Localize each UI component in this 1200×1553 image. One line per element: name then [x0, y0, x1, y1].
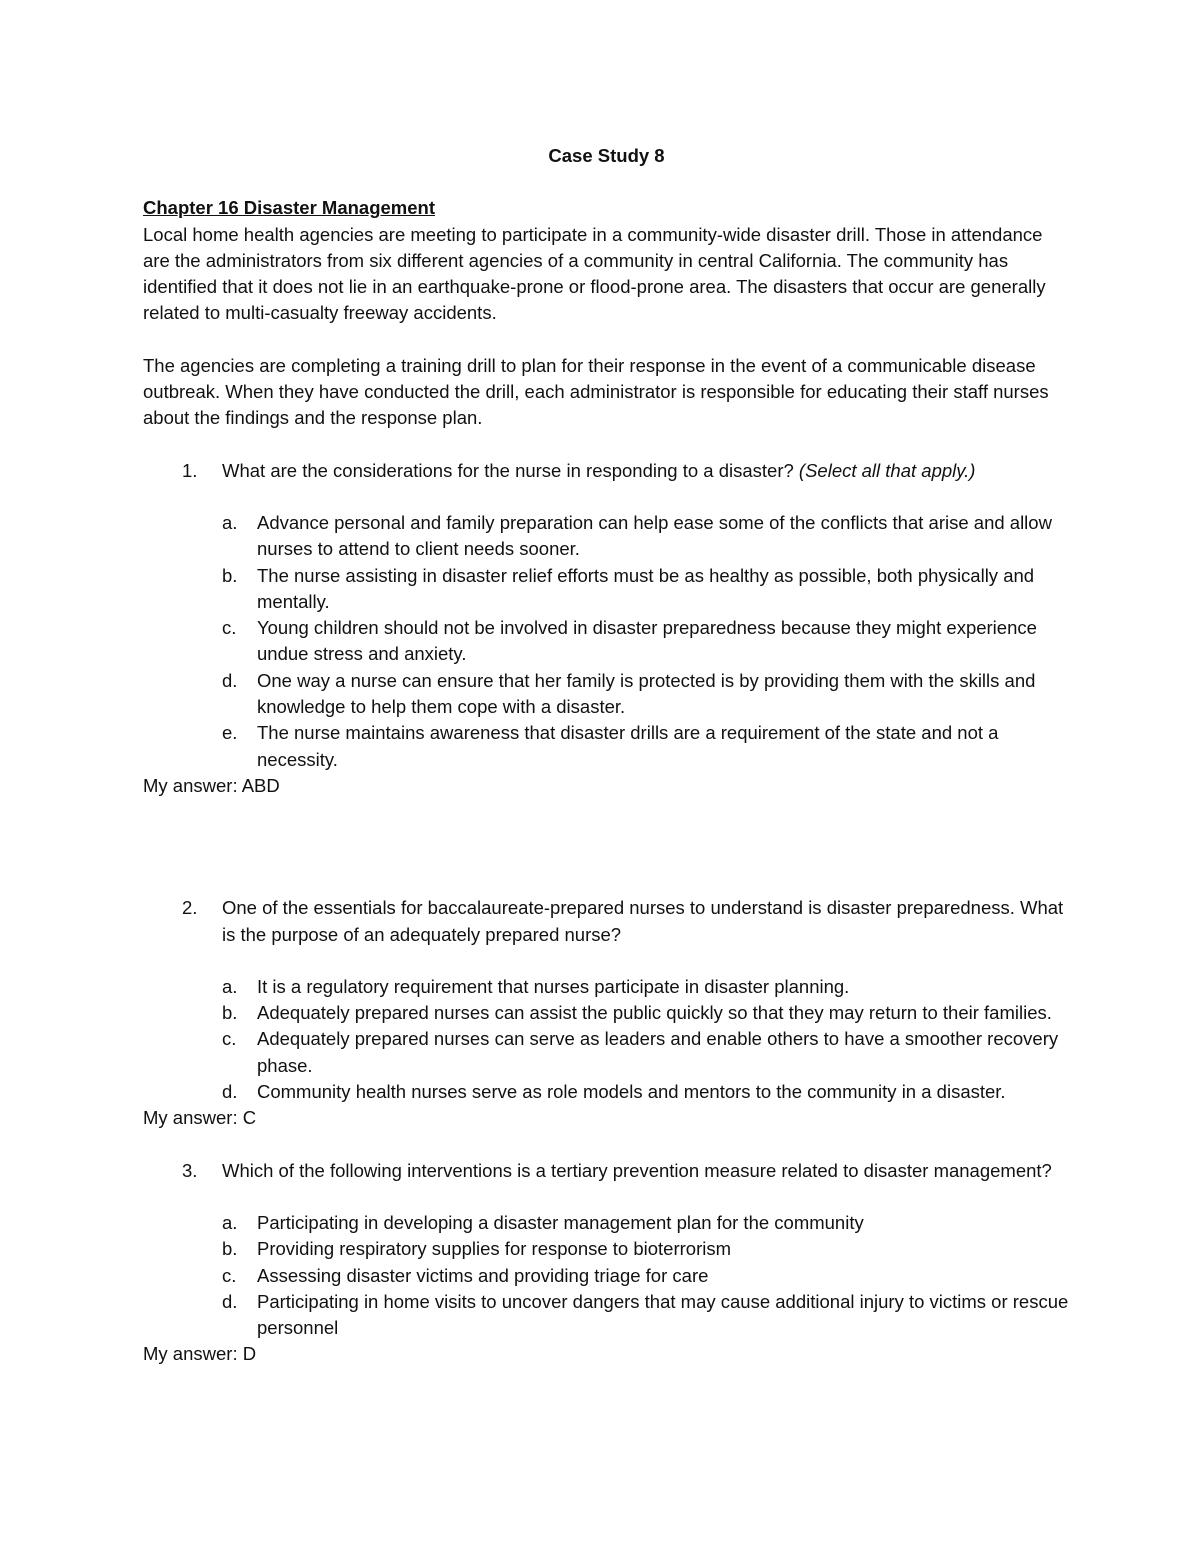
- question-1: [143, 458, 1070, 484]
- option-label: a.: [222, 1211, 238, 1233]
- option-label: d.: [222, 1290, 238, 1312]
- question-number: 3.: [182, 1159, 198, 1181]
- option-label: b.: [222, 1238, 238, 1260]
- option-text: The nurse assisting in disaster relief efforts must be as healthy as possible, both physically and mentally.: [257, 564, 1035, 612]
- answer-3: My answer: D: [143, 1343, 257, 1365]
- option-text: Young children should not be involved in disaster preparedness because they might experience undue stress and anxiety.: [257, 617, 1037, 665]
- option-text: Participating in developing a disaster management plan for the community: [257, 1211, 864, 1233]
- option-2a: [222, 974, 1070, 1000]
- question-3: [143, 1158, 1070, 1184]
- option-3b: [222, 1236, 1070, 1262]
- option-text: Providing respiratory supplies for response to bioterrorism: [257, 1238, 732, 1260]
- option-2c: [222, 1026, 1070, 1079]
- option-label: c.: [222, 1264, 237, 1286]
- option-text: One way a nurse can ensure that her family is protected is by providing them with the skills and knowledge to help them cope with a disaster.: [257, 669, 1036, 718]
- option-3c: [222, 1263, 1070, 1289]
- question-1-options: [143, 510, 1070, 773]
- option-label: a.: [222, 975, 238, 997]
- answer-2: My answer: C: [143, 1107, 257, 1129]
- spacer: [143, 799, 1070, 877]
- option-text: Assessing disaster victims and providing triage for care: [257, 1264, 709, 1286]
- intro-paragraph-2: The agencies are completing a training drill to plan for their response in the event of a communicable disease outbreak. When they have conducted the drill, each administrator is responsible for educating their staff nurses about the findings and the response plan.: [143, 354, 1049, 429]
- option-text: It is a regulatory requirement that nurses participate in disaster planning.: [257, 975, 850, 997]
- option-label: c.: [222, 1028, 237, 1050]
- option-1b: [222, 563, 1070, 616]
- intro-paragraph-1: Local home health agencies are meeting to participate in a community-wide disaster drill. Those in attendance are the administrators from six different agencies of a community in central California. The community has identified that it does not lie in an earthquake-prone or flood-prone area. The disasters that occur are generally related to multi-casualty freeway accidents.: [143, 223, 1046, 324]
- option-1c: [222, 615, 1070, 668]
- question-2-text: One of the essentials for baccalaureate-prepared nurses to understand is disaster preparedness. What is the purpose of an adequately prepared nurse?: [222, 897, 1064, 945]
- option-1e: [222, 720, 1070, 773]
- option-label: e.: [222, 722, 238, 744]
- option-3a: [222, 1210, 1070, 1236]
- option-2b: [222, 1000, 1070, 1026]
- option-label: d.: [222, 1081, 238, 1103]
- option-label: b.: [222, 564, 238, 586]
- option-2d: [222, 1079, 1070, 1105]
- question-2: [143, 895, 1070, 948]
- question-1-note: (Select all that apply.): [798, 459, 976, 481]
- option-text: Adequately prepared nurses can assist the public quickly so that they may return to their families.: [257, 1002, 1052, 1024]
- option-1a: [222, 510, 1070, 563]
- question-number: 2.: [182, 897, 198, 919]
- chapter-heading: Chapter 16 Disaster Management: [143, 197, 435, 219]
- option-1d: [222, 668, 1070, 721]
- option-text: Advance personal and family preparation can help ease some of the conflicts that arise and allow nurses to attend to client needs sooner.: [257, 511, 1052, 560]
- option-label: c.: [222, 617, 237, 639]
- option-text: Participating in home visits to uncover dangers that may cause additional injury to victims or rescue personnel: [257, 1290, 1069, 1339]
- question-2-options: [143, 974, 1070, 1105]
- option-3d: [222, 1289, 1070, 1342]
- question-1-text: What are the considerations for the nurse in responding to a disaster?: [222, 459, 794, 481]
- option-label: a.: [222, 511, 238, 533]
- option-text: Adequately prepared nurses can serve as leaders and enable others to have a smoother recovery phase.: [257, 1028, 1059, 1076]
- option-label: d.: [222, 669, 238, 691]
- question-3-text: Which of the following interventions is a tertiary prevention measure related to disaster management?: [222, 1159, 1052, 1181]
- document-title: Case Study 8: [548, 145, 665, 166]
- option-text: The nurse maintains awareness that disaster drills are a requirement of the state and not a necessity.: [257, 722, 999, 770]
- option-label: b.: [222, 1002, 238, 1024]
- question-text: [222, 458, 1070, 484]
- question-3-options: [143, 1210, 1070, 1341]
- question-number: 1.: [182, 459, 198, 481]
- option-text: Community health nurses serve as role models and mentors to the community in a disaster.: [257, 1081, 1006, 1103]
- answer-1: My answer: ABD: [143, 774, 280, 796]
